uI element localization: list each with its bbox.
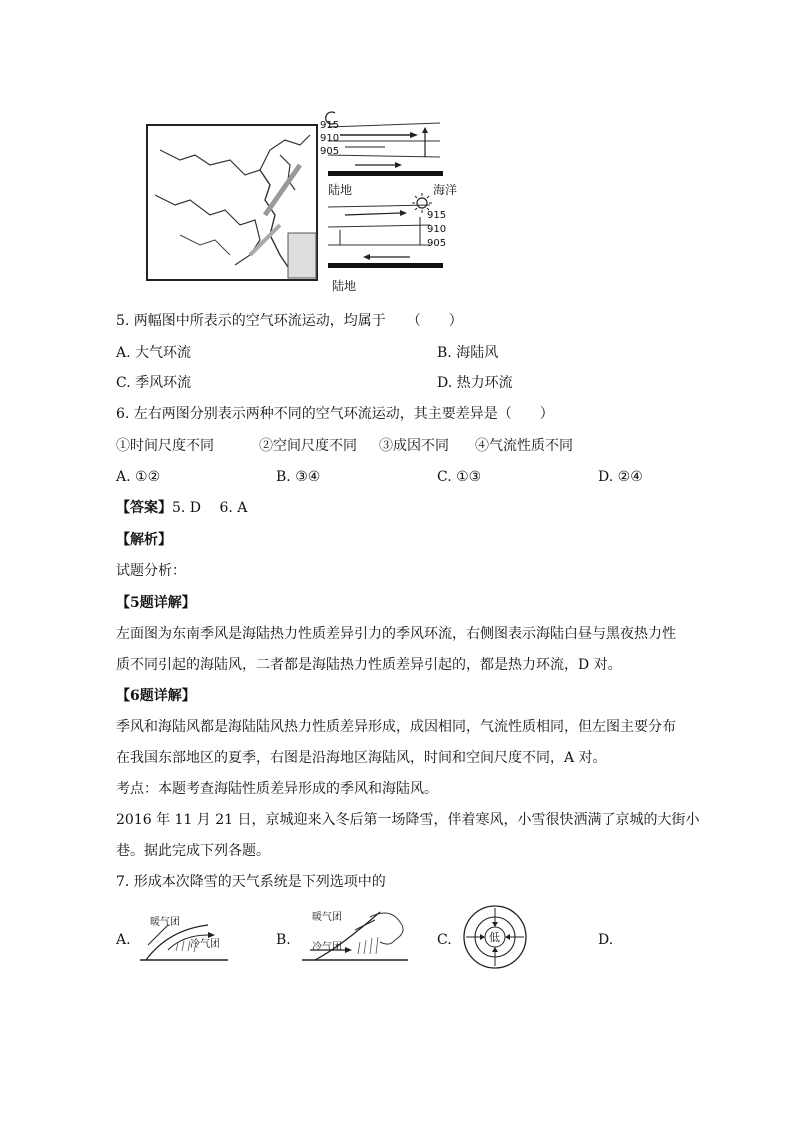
map-border-line	[160, 135, 310, 175]
q7-option-c-diagram	[462, 904, 528, 970]
q7-option-c-letter: C.	[437, 932, 452, 948]
q7-c-low-label: 低	[489, 931, 500, 944]
answer-text: 5. D 6. A	[172, 500, 248, 516]
isobar-labels-bottom: 915 910 905	[427, 210, 447, 249]
q6-item-4: ④气流性质不同	[475, 438, 573, 454]
q5-option-d: D. 热力环流	[437, 375, 513, 391]
q5-option-a: A. 大气环流	[116, 345, 192, 361]
arrowhead	[400, 210, 407, 216]
q6-detail-line-2: 在我国东部地区的夏季，右图是沿海地区海陆风，时间和空间尺度不同，A 对。	[116, 750, 607, 766]
ground-bar-bottom	[328, 263, 443, 268]
q5-option-b: B. 海陆风	[437, 345, 499, 361]
q6-option-a: A. ①②	[116, 469, 161, 485]
arrowhead	[505, 934, 510, 940]
q7-stem: 7. 形成本次降雪的天气系统是下列选项中的	[116, 874, 386, 890]
label-land-bottom: 陆地	[332, 279, 357, 293]
q5-detail-heading: 【5题详解】	[116, 595, 196, 611]
q6-item-1: ①时间尺度不同	[116, 438, 214, 454]
isobar-top-905	[328, 155, 440, 157]
q5-stem: 5. 两幅图中所表示的空气环流运动，均属于 （ ）	[116, 313, 463, 329]
kaodian-line: 考点：本题考查海陆性质差异形成的季风和海陆风。	[116, 781, 438, 797]
q7-b-warm-label: 暖气团	[312, 912, 342, 923]
answer-line	[116, 498, 247, 518]
answer-label: 【答案】	[116, 500, 172, 516]
q7-option-a-letter: A.	[116, 932, 131, 948]
q6-option-c: C. ①③	[437, 469, 482, 485]
map-inset	[288, 233, 316, 278]
map-river	[180, 235, 230, 255]
q6-detail-heading: 【6题详解】	[116, 688, 196, 704]
arrowhead	[363, 254, 370, 260]
arrowhead	[345, 947, 352, 953]
precip-dots	[358, 937, 378, 954]
q6-item-2: ②空间尺度不同	[259, 438, 357, 454]
q6-stem: 6. 左右两图分别表示两种不同的空气环流运动，其主要差异是（ ）	[116, 406, 554, 422]
q6-option-d: D. ②④	[598, 469, 643, 485]
label-ocean: 海洋	[433, 183, 458, 197]
q6-item-3: ③成因不同	[379, 438, 449, 454]
q7-option-b-letter: B.	[276, 932, 291, 948]
arrowhead	[492, 922, 498, 927]
isobar-top-915	[328, 123, 440, 127]
passage-line-1: 2016 年 11 月 21 日，京城迎来入冬后第一场降雪，伴着寒风，小雪很快洒满了京城的大街小	[116, 812, 700, 828]
isobar-bottom-910	[328, 225, 430, 227]
arrowhead	[422, 127, 428, 133]
flow-arrow-bottom	[345, 213, 400, 215]
isobar-labels-top: 915 910 905	[320, 120, 340, 157]
warm-arrow	[355, 920, 375, 930]
analysis-intro: 试题分析：	[116, 563, 186, 579]
arrowhead	[395, 162, 402, 168]
figure-monsoon-sea-breeze	[140, 105, 480, 295]
q7-b-cold-label: 冷气团	[312, 942, 342, 953]
q7-option-a-diagram	[138, 905, 230, 967]
q6-option-b: B. ③④	[276, 469, 321, 485]
q7-a-warm-label: 暖气团	[150, 917, 180, 928]
arrowhead	[410, 132, 418, 138]
cloud-outline	[370, 913, 403, 944]
q5-detail-line-2: 质不同引起的海陆风，二者都是海陆热力性质差异引起的，都是热力环流，D 对。	[116, 657, 622, 673]
sun-icon	[417, 198, 427, 208]
arrowhead	[480, 934, 485, 940]
q6-detail-line-1: 季风和海陆风都是海陆陆风热力性质差异形成，成因相同，气流性质相同，但左图主要分布	[116, 719, 676, 735]
q5-option-c: C. 季风环流	[116, 375, 192, 391]
figure-svg	[140, 105, 480, 295]
isobar-bottom-915	[328, 205, 430, 207]
q7-option-d-letter: D.	[598, 932, 614, 948]
passage-line-2: 巷。据此完成下列各题。	[116, 843, 270, 859]
arrowhead	[492, 947, 498, 952]
q5-detail-line-1: 左面图为东南季风是海陆热力性质差异引力的季风环流，右侧图表示海陆白昼与黑夜热力性	[116, 626, 676, 642]
warm-arrow	[148, 925, 168, 945]
map-wind-arrow	[250, 225, 280, 255]
q7-a-cold-label: 冷气团	[190, 939, 220, 950]
ground-bar-top	[328, 171, 443, 176]
label-land-top: 陆地	[328, 183, 353, 197]
map-border-line	[155, 195, 260, 265]
q7-option-b-diagram	[300, 902, 410, 968]
analysis-label: 【解析】	[116, 532, 172, 548]
